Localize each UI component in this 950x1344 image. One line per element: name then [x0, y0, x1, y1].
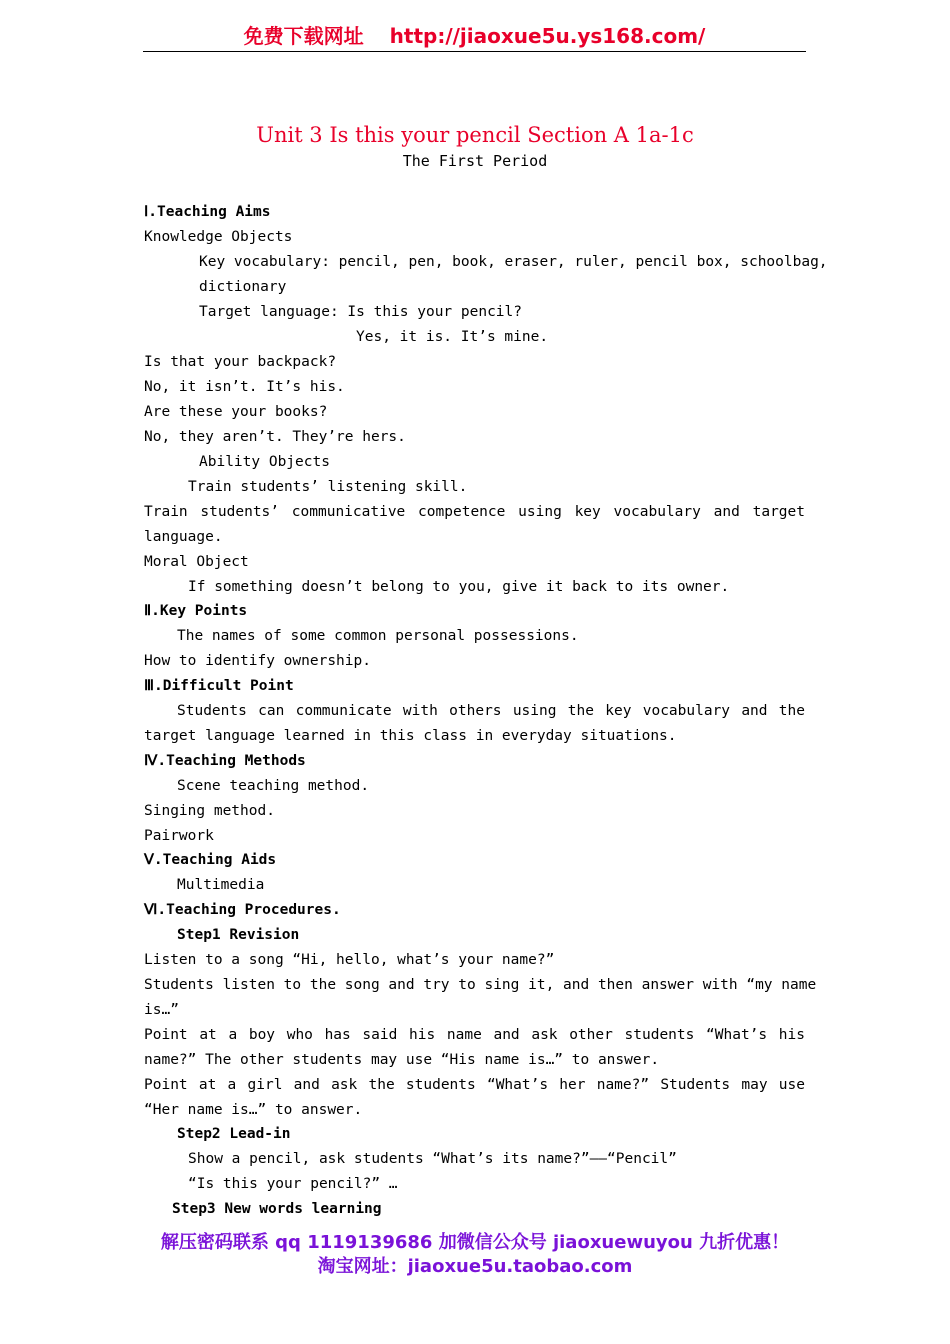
body-line: Knowledge Objects	[144, 229, 293, 245]
footer-shop-url[interactable]: 淘宝网址：jiaoxue5u.taobao.com	[317, 1256, 633, 1277]
body-line: Is that your backpack?	[144, 354, 337, 370]
body-line: name?” The other students may use “His name is…” to answer.	[144, 1052, 660, 1068]
body-line: Show a pencil, ask students “What’s its name?”——“Pencil”	[188, 1151, 677, 1167]
body-line: “Her name is…” to answer.	[144, 1102, 363, 1118]
footer-contact: 解压密码联系 qq 1119139686 加微信公众号 jiaoxuewuyou 九折优惠！	[160, 1232, 790, 1253]
section-heading: Ⅰ.Teaching Aims	[144, 204, 271, 220]
body-line: Scene teaching method.	[177, 778, 370, 794]
step-heading: Step1 Revision	[177, 927, 300, 943]
body-line: Train students’ listening skill.	[188, 479, 468, 495]
body-line: Target language: Is this your pencil?	[199, 304, 523, 320]
body-line: Students listen to the song and try to sing it, and then answer with “my name	[144, 977, 817, 993]
body-line: Point at a girl and ask the students “What’s her name?” Students may use	[144, 1077, 805, 1093]
body-line: language.	[144, 529, 223, 545]
body-line: Singing method.	[144, 803, 275, 819]
body-line: Moral Object	[144, 554, 249, 570]
body-line: is…”	[144, 1002, 179, 1018]
section-heading: Ⅱ.Key Points	[144, 603, 248, 619]
body-line: Train students’ communicative competence using key vocabulary and target	[144, 504, 805, 520]
body-line: Students can communicate with others using the key vocabulary and the	[177, 703, 805, 719]
document-title: Unit 3 Is this your pencil Section A 1a-1c	[256, 123, 694, 147]
section-heading: Ⅳ.Teaching Methods	[144, 753, 306, 769]
step-heading: Step2 Lead-in	[177, 1126, 291, 1142]
body-line: Ability Objects	[199, 454, 330, 470]
body-line: No, it isn’t. It’s his.	[144, 379, 345, 395]
body-line: If something doesn’t belong to you, give it back to its owner.	[188, 579, 730, 595]
body-line: Key vocabulary: pencil, pen, book, eraser, ruler, pencil box, schoolbag,	[199, 254, 828, 270]
body-line: Pairwork	[144, 828, 214, 844]
section-heading: Ⅵ.Teaching Procedures.	[144, 902, 341, 918]
body-line: The names of some common personal possessions.	[177, 628, 579, 644]
section-heading: Ⅴ.Teaching Aids	[144, 852, 277, 868]
body-line: Are these your books?	[144, 404, 328, 420]
page-header	[143, 22, 806, 52]
header-url[interactable]: http://jiaoxue5u.ys168.com/	[389, 24, 706, 48]
body-line: target language learned in this class in everyday situations.	[144, 728, 677, 744]
header-label: 免费下载网址	[243, 24, 364, 48]
body-line: Multimedia	[177, 877, 265, 893]
body-line: Point at a boy who has said his name and ask other students “What’s his	[144, 1027, 805, 1043]
section-heading: Ⅲ.Difficult Point	[144, 678, 294, 694]
step-heading: Step3 New words learning	[172, 1201, 382, 1217]
body-line: dictionary	[199, 279, 287, 295]
body-line: “Is this your pencil?” …	[188, 1176, 398, 1192]
body-line: Yes, it is. It’s mine.	[356, 329, 549, 345]
body-line: How to identify ownership.	[144, 653, 371, 669]
document-subtitle: The First Period	[402, 152, 548, 170]
body-line: Listen to a song “Hi, hello, what’s your name?”	[144, 952, 555, 968]
body-line: No, they aren’t. They’re hers.	[144, 429, 406, 445]
